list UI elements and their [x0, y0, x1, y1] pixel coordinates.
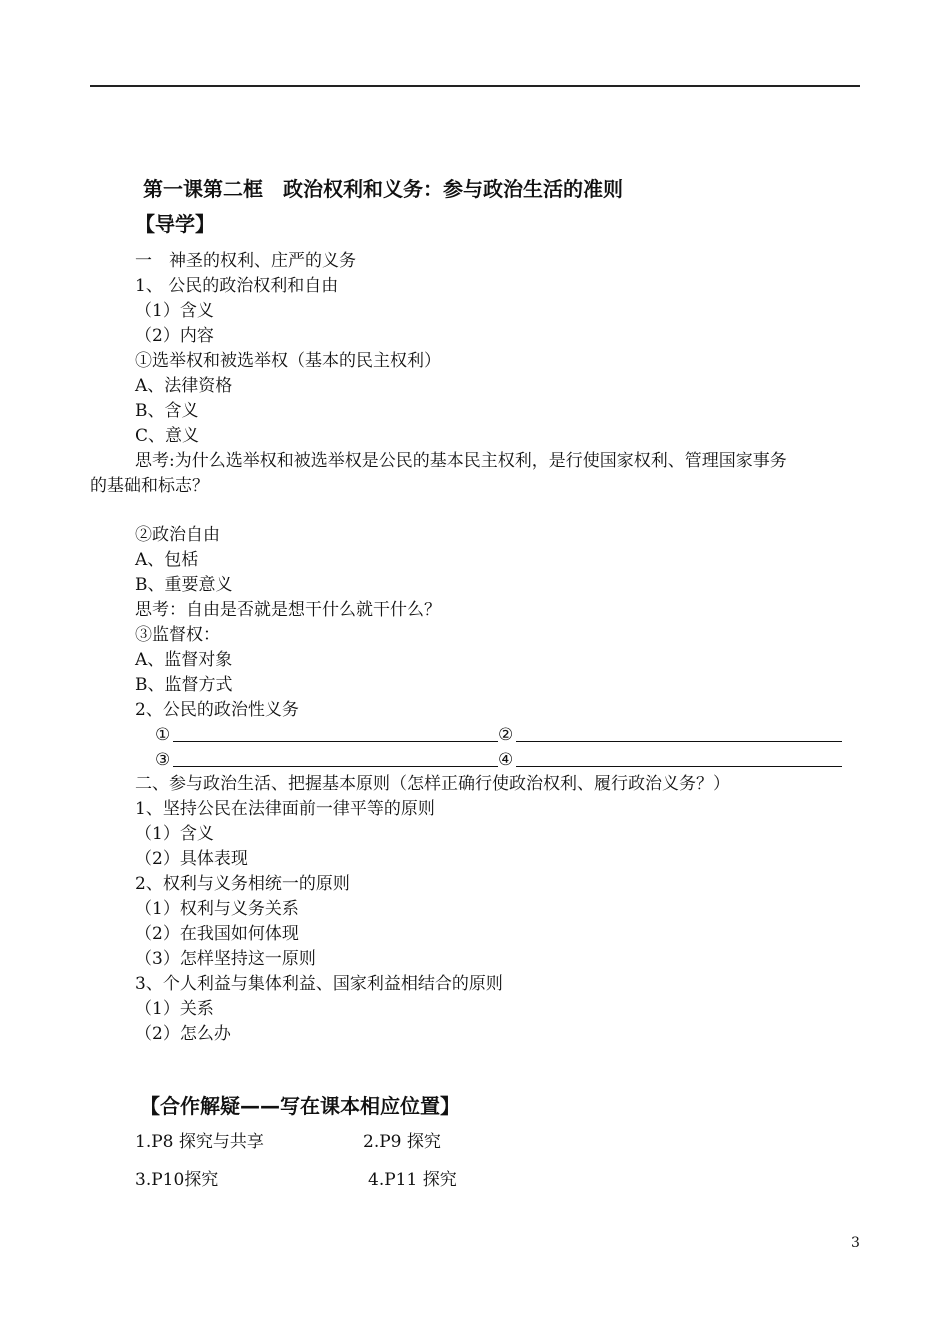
section-two-heading: 二、参与政治生活、把握基本原则（怎样正确行使政治权利、履行政治义务？）: [135, 774, 730, 794]
outline-line: ②政治自由: [135, 525, 220, 545]
outline-line: 2、权利与义务相统一的原则: [135, 874, 350, 894]
outline-line: （3）怎样坚持这一原则: [135, 949, 316, 969]
outline-line: （1）权利与义务关系: [135, 899, 299, 919]
outline-line: A、监督对象: [135, 650, 233, 670]
outline-line: 3、个人利益与集体利益、国家利益相结合的原则: [135, 974, 503, 994]
blank-label-2: ②: [498, 725, 514, 745]
outline-line: 1、坚持公民在法律面前一律平等的原则: [135, 799, 435, 819]
outline-line: （2）在我国如何体现: [135, 924, 299, 944]
think-question-2: 思考：自由是否就是想干什么就干什么？: [135, 600, 441, 620]
outline-line: ③监督权：: [135, 625, 220, 645]
blank-label-4: ④: [498, 750, 514, 770]
outline-line: （2）怎么办: [135, 1024, 231, 1044]
think-question-1: 思考:为什么选举权和被选举权是公民的基本民主权利，是行使国家权利、管理国家事务: [135, 451, 787, 471]
blank-line-2[interactable]: [516, 741, 842, 742]
task-item-2: 2.P9 探究: [363, 1132, 441, 1152]
lesson-title: 第一课第二框 政治权利和义务：参与政治生活的准则: [143, 177, 623, 201]
outline-line: （1）含义: [135, 301, 214, 321]
task-item-1: 1.P8 探究与共享: [135, 1132, 264, 1152]
outline-line: C、意义: [135, 426, 200, 446]
task-item-3: 3.P10探究: [135, 1170, 219, 1190]
outline-line: （1）含义: [135, 824, 214, 844]
outline-line: 一 神圣的权利、庄严的义务: [135, 251, 356, 271]
blank-line-4[interactable]: [516, 766, 842, 767]
outline-line: （1）关系: [135, 999, 214, 1019]
outline-line: ①选举权和被选举权（基本的民主权利）: [135, 351, 441, 371]
section-hezuo-heading: 【合作解疑——写在课本相应位置】: [140, 1094, 460, 1118]
blank-label-3: ③: [155, 750, 171, 770]
task-item-4: 4.P11 探究: [368, 1170, 457, 1190]
section-daoxue-heading: 【导学】: [135, 212, 215, 236]
outline-line: B、重要意义: [135, 575, 233, 595]
outline-line: B、监督方式: [135, 675, 233, 695]
think-question-1-cont: 的基础和标志？: [90, 476, 209, 496]
page-number: 3: [851, 1235, 860, 1251]
outline-line: 1、 公民的政治权利和自由: [135, 276, 339, 296]
outline-line: （2）具体表现: [135, 849, 248, 869]
outline-line: A、包栝: [135, 550, 199, 570]
blank-line-3[interactable]: [173, 766, 498, 767]
outline-line: （2）内容: [135, 326, 214, 346]
blank-line-1[interactable]: [173, 741, 498, 742]
outline-line: 2、公民的政治性义务: [135, 700, 299, 720]
outline-line: A、法律资格: [135, 376, 233, 396]
header-rule: [90, 85, 860, 87]
outline-line: B、含义: [135, 401, 199, 421]
blank-label-1: ①: [155, 725, 171, 745]
